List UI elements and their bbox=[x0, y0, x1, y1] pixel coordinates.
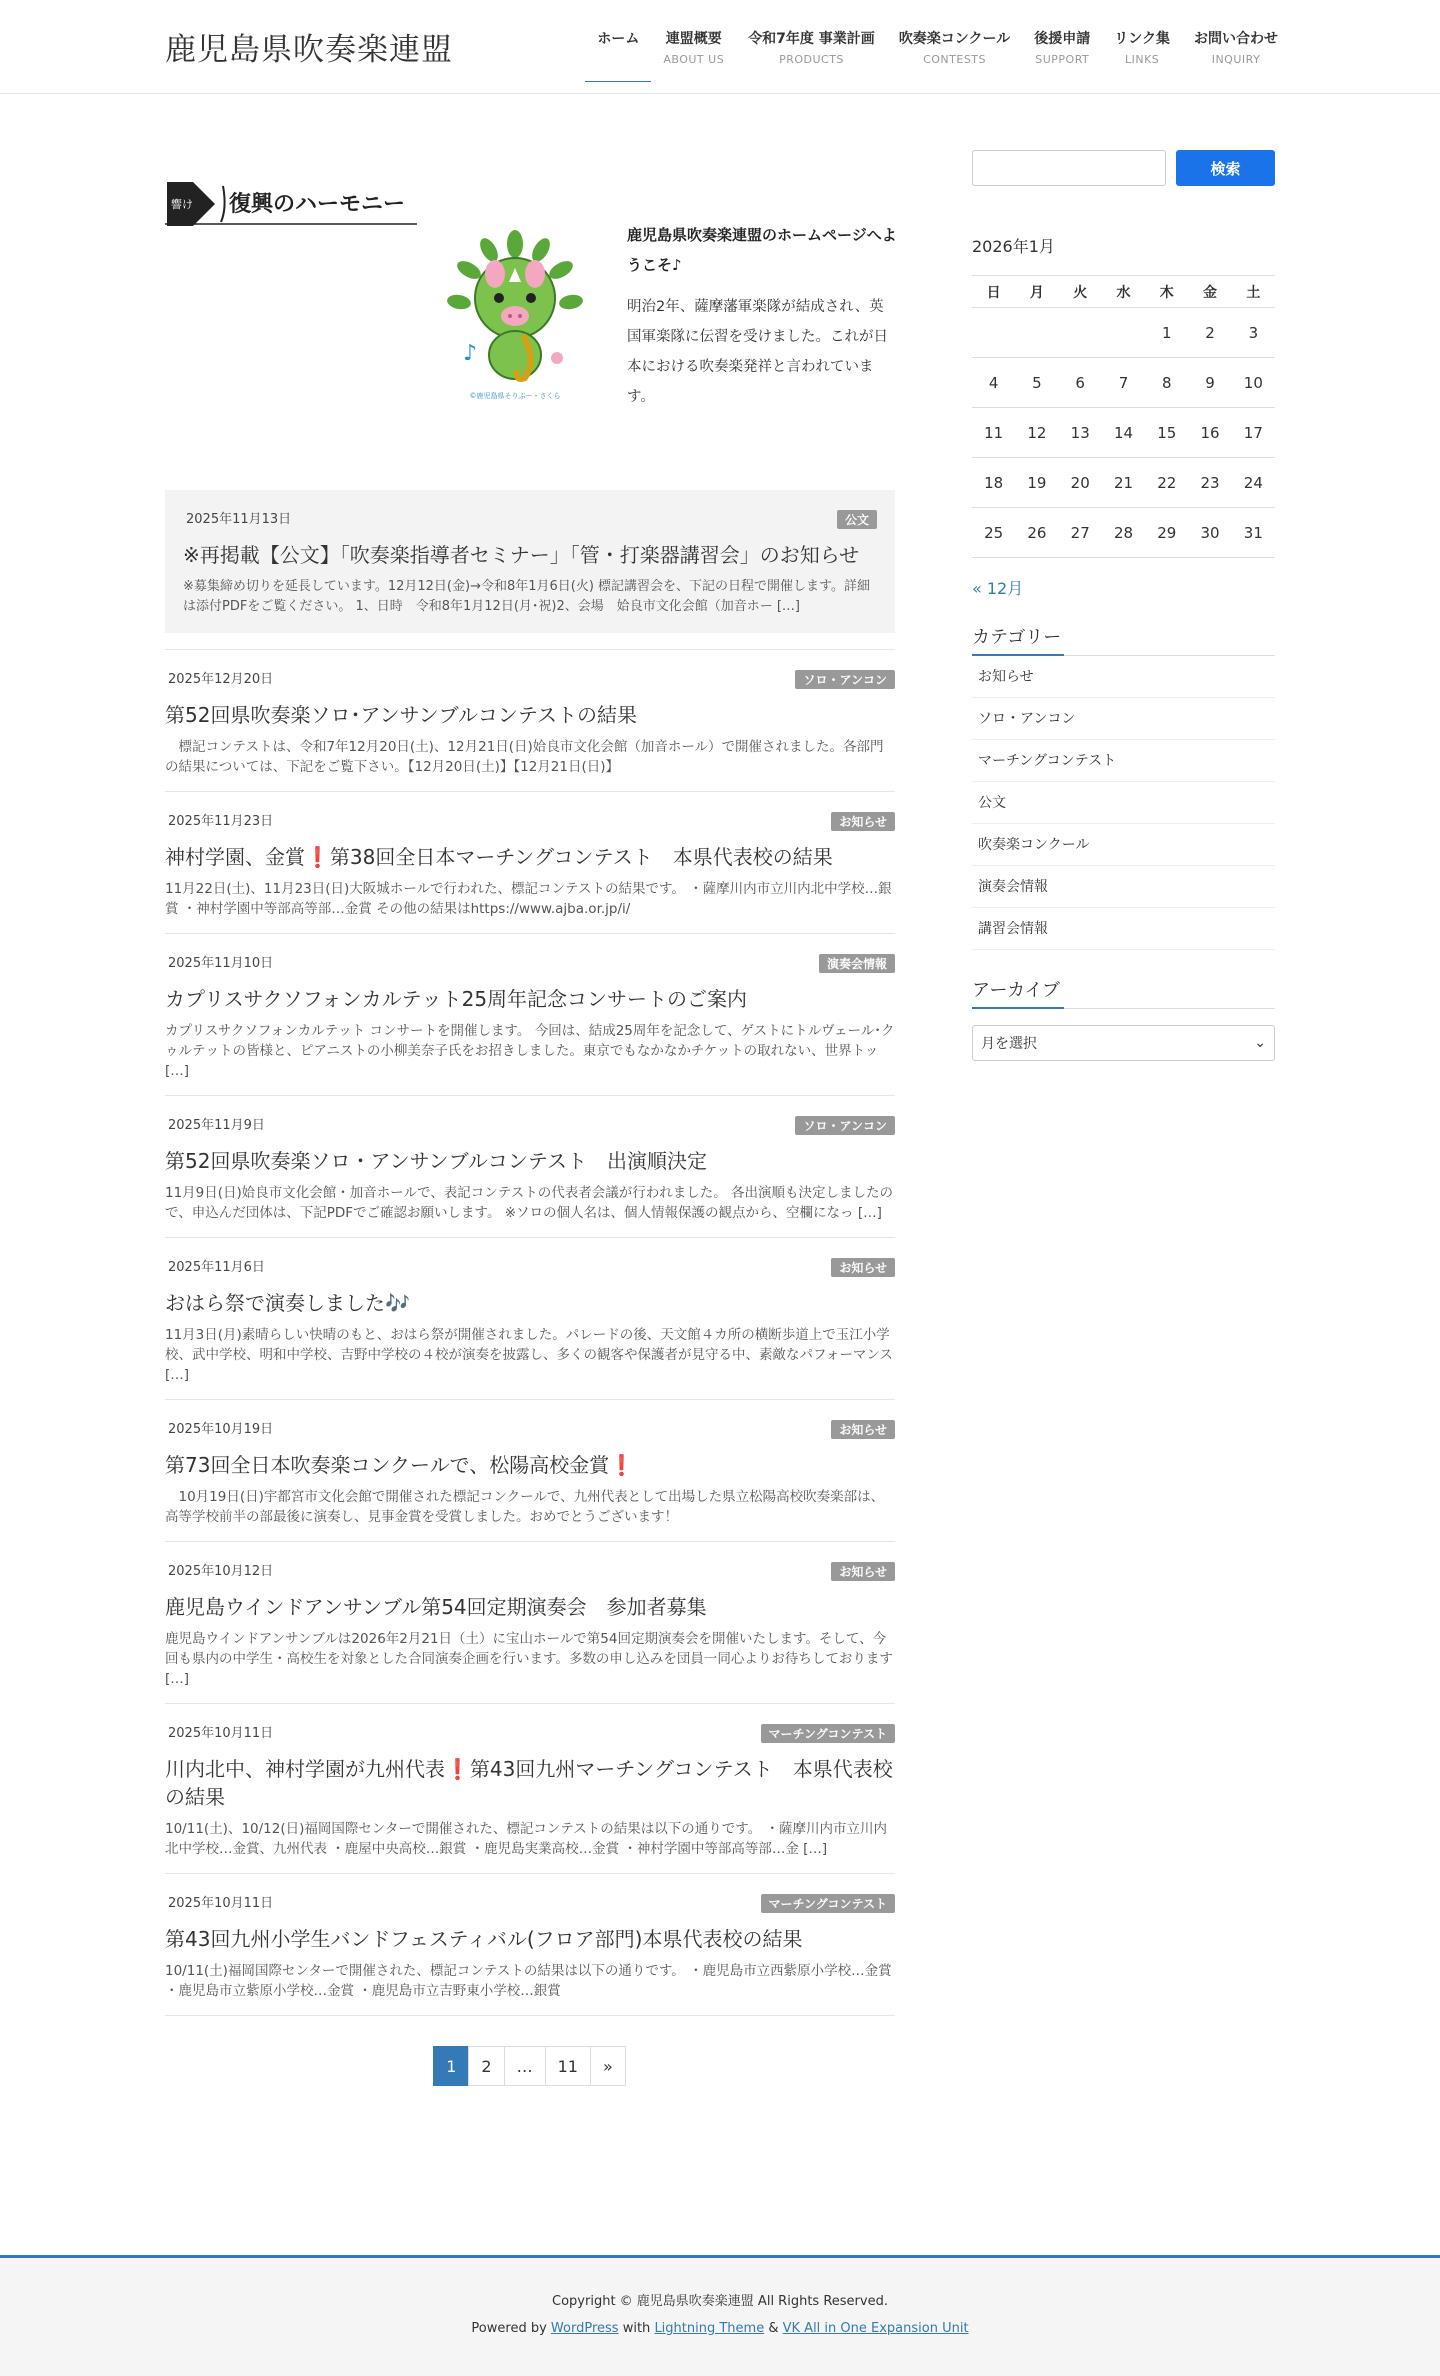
category-item[interactable]: ソロ・アンコン bbox=[972, 698, 1275, 740]
nav-sub: PRODUCTS bbox=[779, 53, 844, 66]
calendar-week bbox=[972, 408, 1275, 458]
calendar-week bbox=[972, 508, 1275, 558]
post-date: 2025年11月23日 bbox=[168, 814, 274, 829]
calendar-day: 4 bbox=[972, 358, 1015, 408]
nav-label: 吹奏楽コンクール bbox=[898, 31, 1011, 47]
powered-by bbox=[0, 2321, 1440, 2336]
post-category-badge[interactable]: 演奏会情報 bbox=[819, 954, 895, 973]
post-excerpt: カプリスサクソフォンカルテット コンサートを開催します。 今回は、結成25周年を記念して、ゲストにトルヴェール･クゥルテットの皆様と、ピアニストの小柳美奈子氏をお招きしました。東京でもなかなかチケットの取れない、世界トッ […] bbox=[165, 1023, 895, 1079]
calendar bbox=[972, 275, 1275, 558]
nav-label: お問い合わせ bbox=[1194, 31, 1278, 47]
post-title[interactable]: 神村学園、金賞❗第38回全日本マーチングコンテスト 本県代表校の結果 bbox=[165, 845, 833, 869]
calendar-day: 20 bbox=[1059, 458, 1102, 508]
category-item[interactable]: 吹奏楽コンクール bbox=[972, 824, 1275, 866]
nav-home[interactable] bbox=[585, 28, 651, 80]
site-header bbox=[0, 0, 1440, 94]
welcome-body: 明治2年、薩摩藩軍楽隊が結成され、英国軍楽隊に伝習を受けました。これが日本における吹奏楽発祥と言われています。 bbox=[627, 299, 888, 405]
pagination bbox=[165, 2046, 895, 2086]
nav-sub: SUPPORT bbox=[1035, 53, 1090, 66]
calendar-day: 19 bbox=[1015, 458, 1058, 508]
mascot-caption: ©鹿児島県そりぶー・さくら bbox=[469, 392, 561, 400]
nav-about[interactable] bbox=[651, 28, 736, 80]
calendar-day: 16 bbox=[1188, 408, 1231, 458]
banner-text: 復興のハーモニー bbox=[229, 191, 406, 217]
mascot-image bbox=[445, 230, 585, 405]
post-item[interactable] bbox=[165, 1704, 895, 1874]
calendar-day: 25 bbox=[972, 508, 1015, 558]
post-item[interactable] bbox=[165, 1238, 895, 1400]
page-ellipsis: … bbox=[504, 2046, 546, 2086]
calendar-day: 14 bbox=[1102, 408, 1145, 458]
post-date: 2025年11月13日 bbox=[186, 512, 292, 527]
powered-amp: & bbox=[768, 2321, 779, 2336]
post-excerpt: 10月19日(日)宇都宮市文化会館で開催された標記コンクールで、九州代表として出場した県立松陽高校吹奏楽部は、高等学校前半の部最後に演奏し、見事金賞を受賞しました。おめでとうございます！ bbox=[165, 1489, 885, 1525]
calendar-day: 9 bbox=[1188, 358, 1231, 408]
intro-section bbox=[165, 150, 895, 490]
vk-expansion-link[interactable]: VK All in One Expansion Unit bbox=[782, 2321, 969, 2336]
post-date: 2025年10月12日 bbox=[168, 1564, 274, 1579]
wordpress-link[interactable]: WordPress bbox=[550, 2321, 619, 2336]
nav-contests[interactable] bbox=[887, 28, 1022, 80]
search-input[interactable] bbox=[972, 150, 1166, 186]
welcome-title: 鹿児島県吹奏楽連盟のホームページへようこそ♪ bbox=[627, 226, 897, 274]
fukko-harmony-banner-image bbox=[165, 178, 417, 230]
calendar-week bbox=[972, 358, 1275, 408]
nav-sub: INQUIRY bbox=[1211, 53, 1261, 66]
nav-inquiry[interactable] bbox=[1182, 28, 1290, 80]
post-title[interactable]: ※再掲載【公文】「吹奏楽指導者セミナー」「管・打楽器講習会」のお知らせ bbox=[183, 543, 860, 567]
archive-select-value: 月を選択 bbox=[981, 1036, 1037, 1052]
calendar-day: 21 bbox=[1102, 458, 1145, 508]
post-date: 2025年12月20日 bbox=[168, 672, 274, 687]
calendar-day: 2 bbox=[1188, 308, 1231, 358]
calendar-day: 22 bbox=[1145, 458, 1188, 508]
calendar-day: 28 bbox=[1102, 508, 1145, 558]
calendar-day: 8 bbox=[1145, 358, 1188, 408]
post-item[interactable] bbox=[165, 1542, 895, 1704]
post-excerpt: 11月9日(日)姶良市文化会館・加音ホールで、表記コンテストの代表者会議が行われました。 各出演順も決定しましたので、申込んだ団体は、下記PDFでご確認お願いします。 ※ソロの個人名は、個人情報保護の観点から、空欄になっ […] bbox=[165, 1185, 894, 1221]
archive-select[interactable] bbox=[972, 1025, 1275, 1061]
nav-sub: CONTESTS bbox=[923, 53, 986, 66]
nav-sub: ABOUT US bbox=[663, 53, 725, 66]
calendar-caption: 2026年1月 bbox=[972, 237, 1055, 256]
post-title[interactable]: 第52回県吹奏楽ソロ・アンサンブルコンテスト 出演順決定 bbox=[165, 1149, 708, 1173]
post-category-badge[interactable]: お知らせ bbox=[831, 812, 895, 831]
calendar-day: 26 bbox=[1015, 508, 1058, 558]
page-link[interactable]: 11 bbox=[545, 2046, 591, 2086]
weekday: 木 bbox=[1145, 276, 1188, 308]
post-date: 2025年10月11日 bbox=[168, 1896, 274, 1911]
calendar-day: 15 bbox=[1145, 408, 1188, 458]
powered-with: with bbox=[622, 2321, 651, 2336]
post-item[interactable] bbox=[165, 1874, 895, 2016]
post-item[interactable] bbox=[165, 649, 895, 792]
category-item[interactable]: 講習会情報 bbox=[972, 908, 1275, 950]
search-button[interactable]: 検索 bbox=[1176, 150, 1275, 186]
calendar-day: 7 bbox=[1102, 358, 1145, 408]
nav-label: 令和7年度 事業計画 bbox=[748, 31, 875, 47]
weekday: 金 bbox=[1188, 276, 1231, 308]
calendar-day: 11 bbox=[972, 408, 1015, 458]
calendar-day: 3 bbox=[1232, 308, 1275, 358]
calendar-day: 18 bbox=[972, 458, 1015, 508]
post-excerpt: 10/11(土)、10/12(日)福岡国際センターで開催された、標記コンテストの結果は以下の通りです。 ・薩摩川内市立川内北中学校…金賞、九州代表 ・鹿屋中央高校…銀賞 ・鹿児島実業高校…金賞 ・神村学園中等部高等部…金 […] bbox=[165, 1821, 888, 1857]
post-excerpt: 標記コンテストは、令和7年12月20日(土)、12月21日(日)姶良市文化会館（加音ホール）で開催されました。各部門の結果については、下記をご覧下さい。【12月20日(土)】【12月21日(日)】 bbox=[165, 739, 884, 775]
banner-small-text: 響け bbox=[171, 198, 193, 211]
chevron-down-icon: ⌄ bbox=[1254, 1035, 1266, 1051]
post-category-badge[interactable]: マーチングコンテスト bbox=[761, 1724, 895, 1743]
nav-support[interactable] bbox=[1022, 28, 1102, 80]
post-category-badge[interactable]: マーチングコンテスト bbox=[761, 1894, 895, 1913]
post-excerpt: 11月22日(土)、11月23日(日)大阪城ホールで行われた、標記コンテストの結果です。 ・薩摩川内市立川内北中学校…銀賞 ・神村学園中等部高等部…金賞 その他の結果はhttps://www.ajba.or.jp/i/ bbox=[165, 881, 892, 917]
page-link[interactable]: 2 bbox=[468, 2046, 504, 2086]
calendar-day: 17 bbox=[1232, 408, 1275, 458]
global-nav bbox=[585, 28, 1290, 80]
post-date: 2025年10月19日 bbox=[168, 1422, 274, 1437]
calendar-week bbox=[972, 308, 1275, 358]
weekday: 土 bbox=[1232, 276, 1275, 308]
archive-widget-title: アーカイブ bbox=[972, 976, 1275, 1009]
nav-links[interactable] bbox=[1102, 28, 1182, 80]
calendar-day: 5 bbox=[1015, 358, 1058, 408]
calendar-day: 27 bbox=[1059, 508, 1102, 558]
calendar-week bbox=[972, 458, 1275, 508]
site-footer bbox=[0, 2255, 1440, 2376]
calendar-day: 29 bbox=[1145, 508, 1188, 558]
calendar-day: 12 bbox=[1015, 408, 1058, 458]
page-next[interactable]: » bbox=[590, 2046, 626, 2086]
calendar-day bbox=[972, 308, 1015, 358]
post-category-badge[interactable]: 公文 bbox=[837, 510, 877, 529]
post-title[interactable]: おはら祭で演奏しました🎶 bbox=[165, 1291, 410, 1315]
category-item[interactable]: 演奏会情報 bbox=[972, 866, 1275, 908]
nav-label: 連盟概要 bbox=[665, 31, 722, 47]
category-item[interactable]: 公文 bbox=[972, 782, 1275, 824]
post-item[interactable] bbox=[165, 1400, 895, 1542]
post-excerpt: 10/11(土)福岡国際センターで開催された、標記コンテストの結果は以下の通りです。 ・鹿児島市立西紫原小学校…金賞 ・鹿児島市立紫原小学校…金賞 ・鹿児島市立吉野東小学校…銀賞 bbox=[165, 1963, 892, 1999]
calendar-day: 1 bbox=[1145, 308, 1188, 358]
calendar-day: 30 bbox=[1188, 508, 1231, 558]
post-item[interactable] bbox=[165, 490, 895, 633]
post-category-badge[interactable]: ソロ・アンコン bbox=[795, 670, 895, 689]
post-excerpt: ※募集締め切りを延長しています。12月12日(金)→令和8年1月6日(火) 標記講習会を、下記の日程で開催します。詳細は添付PDFをご覧ください。 1、日時 令和8年1月12日(月･祝)2、会場 姶良市文化会館（加音ホー […] bbox=[183, 579, 871, 614]
calendar-prev-link[interactable]: « 12月 bbox=[972, 579, 1024, 598]
post-item[interactable] bbox=[165, 1096, 895, 1238]
search-form bbox=[972, 150, 1275, 186]
categories-widget-title: カテゴリー bbox=[972, 623, 1275, 656]
post-title[interactable]: カプリスサクソフォンカルテット25周年記念コンサートのご案内 bbox=[165, 987, 748, 1011]
post-title[interactable]: 鹿児島ウインドアンサンブル第54回定期演奏会 参加者募集 bbox=[165, 1595, 707, 1619]
calendar-day: 24 bbox=[1232, 458, 1275, 508]
post-title[interactable]: 第43回九州小学生バンドフェスティバル(フロア部門)本県代表校の結果 bbox=[165, 1927, 803, 1951]
calendar-day: 6 bbox=[1059, 358, 1102, 408]
post-excerpt: 鹿児島ウインドアンサンブルは2026年2月21日（土）に宝山ホールで第54回定期演奏会を開催いたします。そして、今回も県内の中学生・高校生を対象とした合同演奏企画を行います。多数の申し込みを団員一同心よりお待ちしております […] bbox=[165, 1631, 893, 1687]
nav-sub: LINKS bbox=[1124, 53, 1160, 66]
copyright: Copyright © 鹿児島県吹奏楽連盟 All Rights Reserved. bbox=[552, 2294, 888, 2309]
calendar-day: 10 bbox=[1232, 358, 1275, 408]
calendar-day bbox=[1015, 308, 1058, 358]
welcome-block bbox=[627, 220, 897, 412]
sidebar bbox=[972, 150, 1275, 1061]
calendar-day: 23 bbox=[1188, 458, 1231, 508]
post-date: 2025年11月9日 bbox=[168, 1118, 265, 1133]
category-item[interactable]: マーチングコンテスト bbox=[972, 740, 1275, 782]
post-item[interactable] bbox=[165, 934, 895, 1096]
calendar-day bbox=[1059, 308, 1102, 358]
post-date: 2025年11月6日 bbox=[168, 1260, 265, 1275]
weekday: 水 bbox=[1102, 276, 1145, 308]
weekday: 日 bbox=[972, 276, 1015, 308]
post-category-badge[interactable]: お知らせ bbox=[831, 1562, 895, 1581]
calendar-weekdays bbox=[972, 276, 1275, 308]
post-date: 2025年10月11日 bbox=[168, 1726, 274, 1741]
category-list bbox=[972, 656, 1275, 950]
weekday: 月 bbox=[1015, 276, 1058, 308]
calendar-day bbox=[1102, 308, 1145, 358]
post-category-badge[interactable]: お知らせ bbox=[831, 1420, 895, 1439]
svg-text:♪: ♪ bbox=[463, 341, 478, 366]
main-content bbox=[165, 150, 895, 2086]
calendar-day: 31 bbox=[1232, 508, 1275, 558]
nav-label: 後援申請 bbox=[1034, 31, 1091, 47]
post-excerpt: 11月3日(月)素晴らしい快晴のもと、おはら祭が開催されました。パレードの後、天文館４カ所の横断歩道上で玉江小学校、武中学校、明和中学校、吉野中学校の４校が演奏を披露し、多くの観客や保護者が見守る中、素敵なパフォーマンス […] bbox=[165, 1327, 893, 1383]
lightning-theme-link[interactable]: Lightning Theme bbox=[654, 2321, 765, 2336]
nav-label: リンク集 bbox=[1114, 31, 1170, 47]
post-title[interactable]: 第52回県吹奏楽ソロ･アンサンブルコンテストの結果 bbox=[165, 703, 638, 727]
post-item[interactable] bbox=[165, 792, 895, 934]
post-category-badge[interactable]: お知らせ bbox=[831, 1258, 895, 1277]
weekday: 火 bbox=[1059, 276, 1102, 308]
site-title[interactable]: 鹿児島県吹奏楽連盟 bbox=[165, 32, 453, 68]
page-current[interactable]: 1 bbox=[433, 2046, 469, 2086]
post-date: 2025年11月10日 bbox=[168, 956, 274, 971]
nav-plan[interactable] bbox=[736, 28, 887, 80]
post-category-badge[interactable]: ソロ・アンコン bbox=[795, 1116, 895, 1135]
post-title[interactable]: 川内北中、神村学園が九州代表❗第43回九州マーチングコンテスト 本県代表校の結果 bbox=[165, 1757, 893, 1809]
nav-label: ホーム bbox=[597, 31, 640, 47]
post-title[interactable]: 第73回全日本吹奏楽コンクールで、松陽高校金賞❗ bbox=[165, 1453, 635, 1477]
powered-prefix: Powered by bbox=[471, 2321, 547, 2336]
calendar-day: 13 bbox=[1059, 408, 1102, 458]
category-item[interactable]: お知らせ bbox=[972, 656, 1275, 698]
